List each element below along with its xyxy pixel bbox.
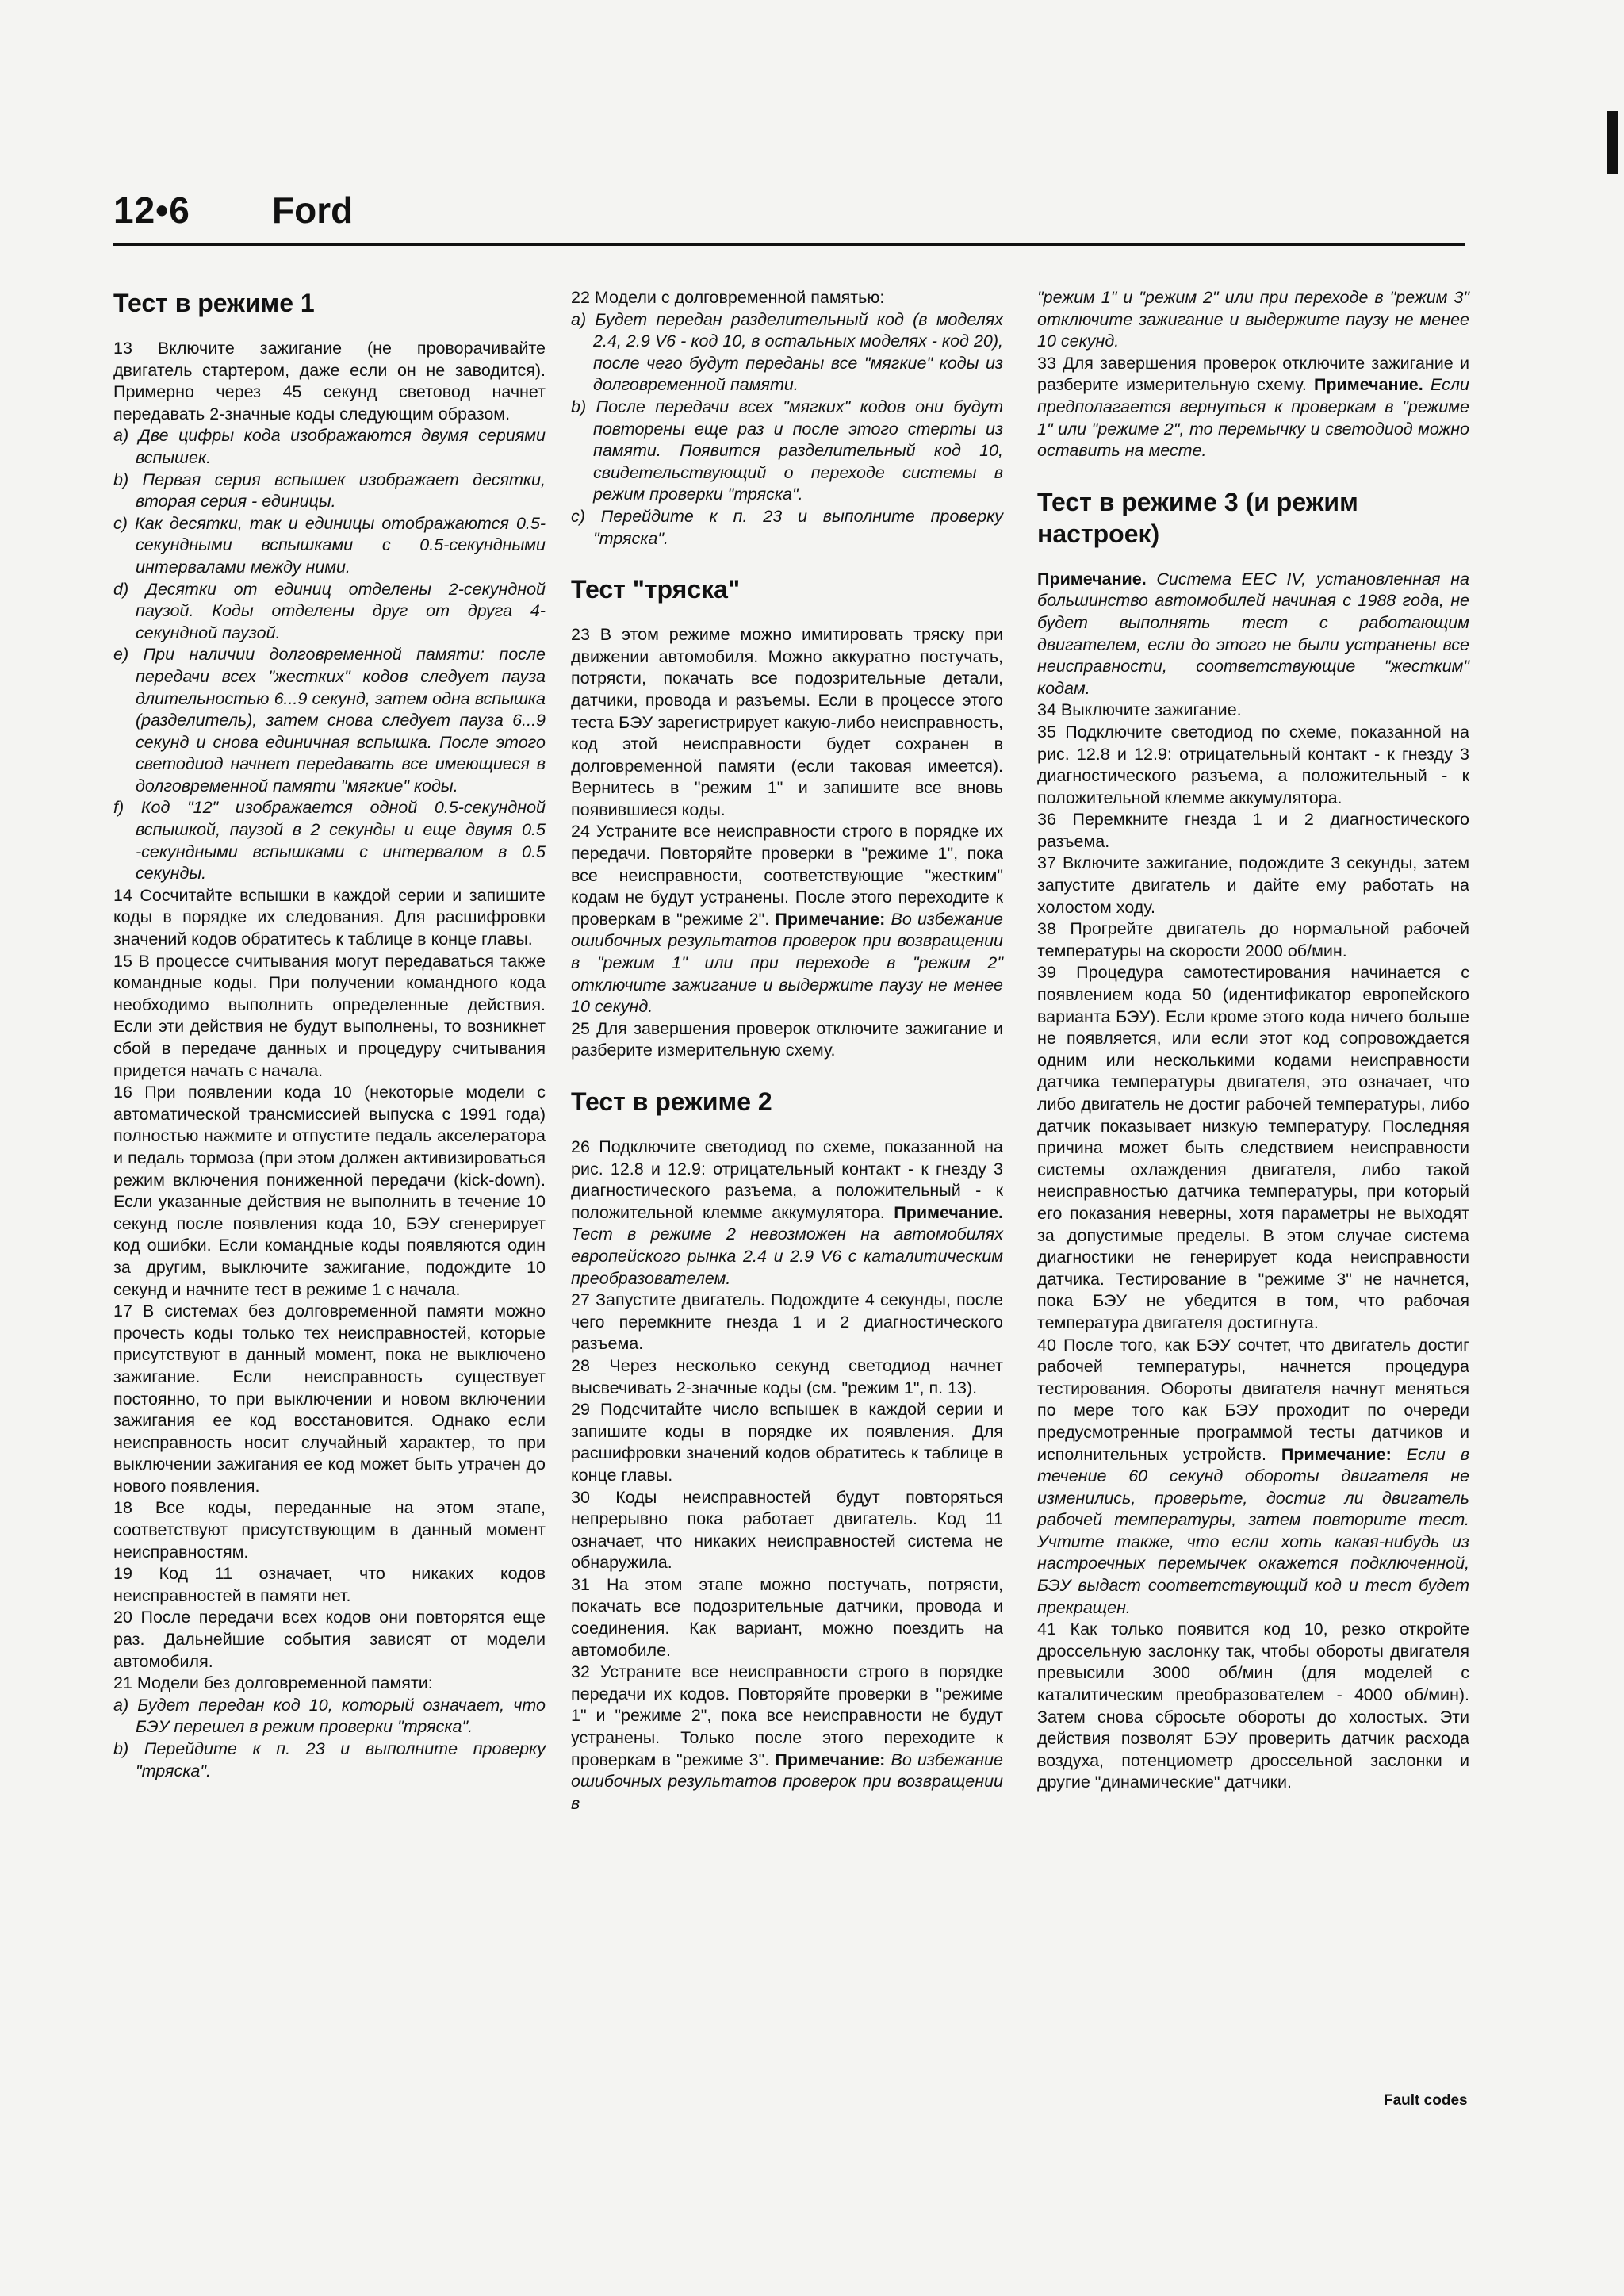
column-3 — [1037, 287, 1469, 1794]
paragraph-38: 38 Прогрейте двигатель до нормальной рабочей температуры на скорости 2000 об/мин. — [1037, 919, 1469, 960]
note-label: Примечание. — [1037, 569, 1147, 588]
note-label: Примечание: — [775, 909, 886, 929]
paragraph-26-text: 26 Подключите светодиод по схеме, показанной на рис. 12.8 и 12.9: отрицательный контакт - к гнезду 3 диагностического разъема, а положительный - к положительной клемме аккумулятора. — [571, 1137, 1003, 1222]
section-heading-mode2: Тест в режиме 2 — [571, 1087, 772, 1116]
paragraph-18: 18 Все коды, переданные на этом этапе, соответствуют присутствующим в данный момент неисправностям. — [113, 1498, 546, 1562]
paragraph-15: 15 В процессе считывания могут передаваться также командные коды. При получении командного кода необходимо выполнить определенные действия. Если эти действия не будут выполнены, то возникнет сбой в передаче данных и процедуру считывания придется начать с начала. — [113, 951, 546, 1080]
paragraph-33 — [1037, 353, 1469, 462]
paragraph-17: 17 В системах без долговременной памяти можно прочесть коды только тех неисправностей, которые присутствуют в данный момент, пока не выключено зажигание. Если неисправность существует постоянно, то при выключении и новом включении зажигания ее код восстановится. Однако если неисправность носит случайный характер, то при выключении зажигания ее код может быть утрачен до нового появления. — [113, 1301, 546, 1496]
note-text: Тест в режиме 2 невозможен на автомобилях европейского рынка 2.4 и 2.9 V6 с каталитическим преобразователем. — [571, 1225, 1003, 1288]
note-text: Если в течение 60 секунд обороты двигателя не изменились, проверьте, достиг ли двигатель рабочей температуры, затем повторите тест. Учтите также, что если хоть какая-нибудь из настроечных перемычек окажется подключенной, БЭУ выдаст соответствующий код и тест будет прекращен. — [1037, 1444, 1469, 1617]
paragraph-33-text: 33 Для завершения проверок отключите зажигание и разберите измерительную схему. — [1037, 353, 1469, 395]
paragraph-24 — [571, 821, 1003, 1018]
section-heading-mode3: Тест в режиме 3 (и режим настроек) — [1037, 487, 1358, 548]
column-2 — [571, 287, 1003, 1815]
list-item-21a: a) Будет передан код 10, который означает, что БЭУ перешел в режим проверки "тряска". — [113, 1695, 546, 1737]
list-item-22b: b) После передачи всех "мягких" кодов они будут повторены еще раз и после этого стерты из памяти. Появится разделительный код 10, свидетельствующий о переходе системы в режим проверки "тряска". — [571, 397, 1003, 504]
paragraph-23: 23 В этом режиме можно имитировать тряску при движении автомобиля. Можно аккуратно постучать, потрясти, покачать все подозрительные детали, датчики, провода и разъемы. Если в процессе этого теста БЭУ зарегистрирует какую-либо неисправность, код этой неисправности будет сохранен в долговременной памяти (если таковая имеется). Вернитесь в "режим 1" и запишите все вновь появившиеся коды. — [571, 625, 1003, 819]
list-item-22a: a) Будет передан разделительный код (в моделях 2.4, 2.9 V6 - код 10, в остальных моделях - код 20), после чего будут переданы все "мягкие" коды из долговременной памяти. — [571, 309, 1003, 395]
list-item-13d: d) Десятки от единиц отделены 2-секундной паузой. Коды отделены друг от друга 4-секундной паузой. — [113, 579, 546, 642]
note-mode3 — [1037, 569, 1469, 700]
paragraph-41: 41 Как только появится код 10, резко откройте дроссельную заслонку так, чтобы обороты двигателя превысили 3000 об/мин (для моделей с каталитическим преобразователем - 4000 об/мин). Затем снова сбросьте обороты до холостых. Эти действия позволят БЭУ проверить датчик расхода воздуха, потенциометр дроссельной заслонки и другие "динамические" датчики. — [1037, 1619, 1469, 1792]
paragraph-35: 35 Подключите светодиод по схеме, показанной на рис. 12.8 и 12.9: отрицательный контакт - к гнезду 3 диагностического разъема, а положительный - к положительной клемме аккумулятора. — [1037, 722, 1469, 807]
page-edge-mark — [1607, 111, 1618, 174]
paragraph-36: 36 Перемкните гнезда 1 и 2 диагностического разъема. — [1037, 810, 1469, 851]
note-text: Во избежание ошибочных результатов проверок при возвращении в — [571, 1750, 1003, 1813]
paragraph-30: 30 Коды неисправностей будут повторяться непрерывно пока работает двигатель. Код 11 означает, что никаких неисправностей система не обнаружила. — [571, 1487, 1003, 1573]
paragraph-13: 13 Включите зажигание (не проворачивайте двигатель стартером, даже если он не заводится). Примерно через 45 секунд световод начнет передавать 2-значные коды следующим образом. — [113, 339, 546, 424]
footer-section-label: Fault codes — [1384, 2092, 1468, 2109]
note-label: Примечание. — [894, 1202, 1003, 1222]
paragraph-16: 16 При появлении кода 10 (некоторые модели с автоматической трансмиссией выпуска с 1991 года) полностью нажмите и отпустите педаль акселератора и педаль тормоза (при этом должен активизироваться режим включения пониженной передачи (kick-down). Если указанные действия не выполнить в течение 10 секунд после появления кода 10, БЭУ сгенерирует код ошибки. Если командные коды появляются один за другим, выключите зажигание, подождите 10 секунд и начните тест в режиме 1 с начала. — [113, 1083, 546, 1299]
list-item-21b: b) Перейдите к п. 23 и выполните проверку "тряска". — [113, 1739, 546, 1780]
column-1 — [113, 287, 546, 1782]
list-item-13f: f) Код "12" изображается одной 0.5-секундной вспышкой, паузой в 2 секунды и еще двумя 0.5 -секундными вспышками с интервалом в 0.5 секунды. — [113, 798, 546, 884]
paragraph-27: 27 Запустите двигатель. Подождите 4 секунды, после чего перемкните гнезда 1 и 2 диагностического разъема. — [571, 1290, 1003, 1354]
header-rule — [113, 243, 1465, 246]
paragraph-26 — [571, 1137, 1003, 1290]
paragraph-32-continued: "режим 1" и "режим 2" или при переходе в "режим 3" отключите зажигание и выдержите паузу не менее 10 секунд. — [1037, 288, 1469, 351]
paragraph-32-text: 32 Устраните все неисправности строго в порядке передачи их кодов. Повторяйте проверки в "режиме 1" и "режиме 2", пока все неисправности не будут устранены. Только после этого переходите к проверкам в "режиме 3". — [571, 1662, 1003, 1769]
paragraph-37: 37 Включите зажигание, подождите 3 секунды, затем запустите двигатель и дайте ему работать на холостом ходу. — [1037, 853, 1469, 917]
paragraph-25: 25 Для завершения проверок отключите зажигание и разберите измерительную схему. — [571, 1018, 1003, 1060]
paragraph-40 — [1037, 1335, 1469, 1619]
paragraph-21: 21 Модели без долговременной памяти: — [113, 1673, 433, 1693]
note-text: Система EEC IV, установленная на большинство автомобилей начиная с 1988 года, не будет выполнять тест с работающим двигателем, если до этого не были устранены все неисправности, соответствующие "жестким" кодам. — [1037, 569, 1469, 698]
section-heading-mode1: Тест в режиме 1 — [113, 289, 315, 317]
paragraph-39: 39 Процедура самотестирования начинается с появлением кода 50 (идентификатор европейского варианта БЭУ). Если кроме этого кода ничего больше не появляется, или если этот код сопровождается одним или несколькими кодами неисправности датчика температуры двигателя, это означает, что либо двигатель не достиг рабочей температуры, либо датчик показывает низкую температуру. Последняя причина может быть следствием неисправности системы охлаждения двигателя, либо такой неисправностью датчика температуры, при который его показания неверны, хотя параметры не выходят за допустимые пределы. В этом случае система диагностики не генерирует кода неисправности датчика. Тестирование в "режиме 3" не начнется, пока БЭУ не убедится в том, что рабочая температура двигателя достигнута. — [1037, 963, 1469, 1332]
paragraph-32 — [571, 1662, 1003, 1815]
page-number: 12•6 — [113, 190, 190, 231]
section-heading-shake: Тест "тряска" — [571, 575, 741, 604]
paragraph-19: 19 Код 11 означает, что никаких кодов неисправностей в памяти нет. — [113, 1564, 546, 1605]
list-item-22c: c) Перейдите к п. 23 и выполните проверку "тряска". — [571, 506, 1003, 548]
list-item-13e: e) При наличии долговременной памяти: после передачи всех "жестких" кодов следует пауза длительностью 6...9 секунд, затем одна вспышка (разделитель), затем снова следует пауза 6...9 секунд и снова единичная вспышка. После этого светодиод начнет передавать все имеющиеся в долговременной памяти "мягкие" коды. — [113, 645, 546, 795]
running-head — [113, 189, 1465, 238]
paragraph-22: 22 Модели с долговременной памятью: — [571, 288, 885, 307]
paragraph-20: 20 После передачи всех кодов они повторятся еще раз. Дальнейшие события зависят от модели автомобиля. — [113, 1608, 546, 1671]
book-title: Ford — [272, 190, 354, 231]
paragraph-40-text: 40 После того, как БЭУ сочтет, что двигатель достиг рабочей температуры, начнется процедура тестирования. Обороты двигателя начнут меняться по мере того как БЭУ проходит по очереди предусмотренные программой тесты датчиков и исполнительных устройств. — [1037, 1335, 1469, 1464]
paragraph-24-text: 24 Устраните все неисправности строго в порядке их передачи. Повторяйте проверки в "режиме 1", пока все неисправности, соответствующие "жестким" кодам не будут устранены. После этого переходите к проверкам в "режиме 2". — [571, 822, 1003, 929]
note-text: Во избежание ошибочных результатов проверок при возвращении в "режим 1" или при переходе в "режим 2" отключите зажигание и выдержите паузу не менее 10 секунд. — [571, 909, 1003, 1017]
list-item-13c: c) Как десятки, так и единицы отображаются 0.5-секундными вспышками с 0.5-секундными интервалами между ними. — [113, 513, 546, 577]
note-text: Если предполагается вернуться к проверкам в "режиме 1" или "режиме 2", то перемычку и светодиод можно оставить на месте. — [1037, 375, 1469, 461]
paragraph-34: 34 Выключите зажигание. — [1037, 700, 1242, 720]
paragraph-28: 28 Через несколько секунд светодиод начнет высвечивать 2-значные коды (см. "режим 1", п. 13). — [571, 1355, 1003, 1397]
note-label: Примечание: — [775, 1750, 886, 1769]
list-item-13a: a) Две цифры кода изображаются двумя сериями вспышек. — [113, 426, 546, 467]
list-item-13b: b) Первая серия вспышек изображает десятки, вторая серия - единицы. — [113, 470, 546, 512]
paragraph-29: 29 Подсчитайте число вспышек в каждой серии и запишите коды в порядке их появления. Для расшифровки значений кодов обратитесь к таблице в конце главы. — [571, 1400, 1003, 1485]
note-label: Примечание. — [1313, 375, 1423, 395]
paragraph-31: 31 На этом этапе можно постучать, потрясти, покачать все подозрительные датчики, провода и соединения. Как вариант, можно поездить на автомобиле. — [571, 1574, 1003, 1660]
note-label: Примечание: — [1281, 1444, 1392, 1464]
paragraph-14: 14 Сосчитайте вспышки в каждой серии и запишите коды в порядке их следования. Для расшифровки значений кодов обратитесь к таблице в конце главы. — [113, 885, 546, 949]
